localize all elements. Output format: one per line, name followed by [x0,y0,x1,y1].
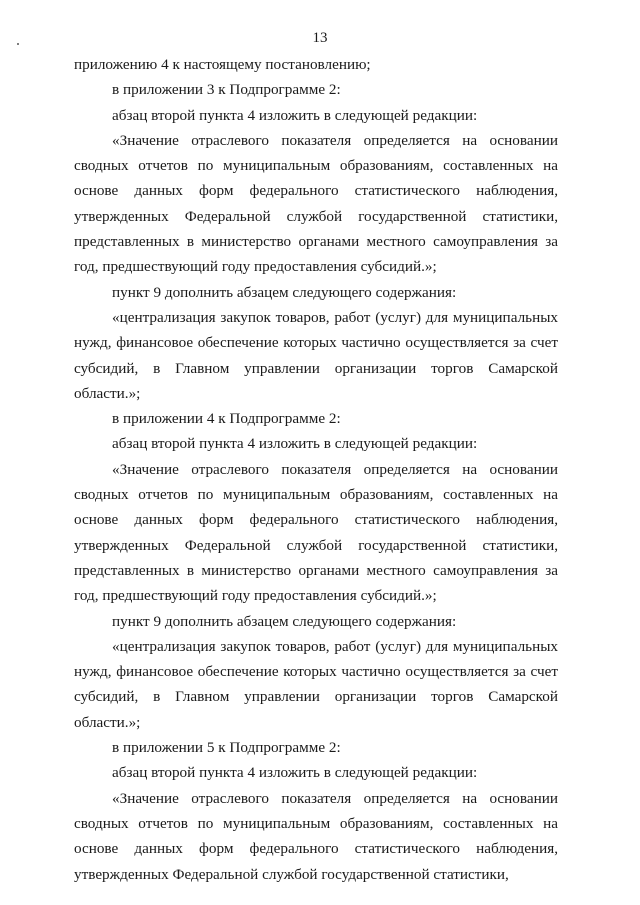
paragraph: абзац второй пункта 4 изложить в следующей редакции: [112,435,478,453]
paragraph: в приложении 4 к Подпрограмме 2: [112,410,341,428]
paragraph: в приложении 5 к Подпрограмме 2: [112,739,341,757]
paragraph: приложению 4 к настоящему постановлению; [74,56,371,73]
paragraph: абзац второй пункта 4 изложить в следующей редакции: [112,764,478,782]
quoted-paragraph: «Значение отраслевого показателя определяется на основании сводных отчетов по муниципальным образованиям, составленных на основе данных форм федерального статистического наблюдения, утвержденных Федеральной службой государственной статистики, [74,789,558,883]
quoted-paragraph: «Значение отраслевого показателя определяется на основании сводных отчетов по муниципальным образованиям, составленных на основе данных форм федерального статистического наблюдения, утвержденных Федеральной службой государственной статистики, представленных в министерство органами местного самоуправления за год, предшествующий году предоставления субсидий.»; [74,131,558,276]
document-body [74,52,558,887]
paragraph: пункт 9 дополнить абзацем следующего содержания: [112,612,457,630]
paragraph: пункт 9 дополнить абзацем следующего содержания: [112,283,457,301]
quoted-paragraph: «централизация закупок товаров, работ (услуг) для муниципальных нужд, финансовое обеспечение которых частично осуществляется за счет субсидий, в Главном управлении организации торгов Самарской области.»; [74,637,558,731]
paragraph: абзац второй пункта 4 изложить в следующей редакции: [112,106,478,124]
paragraph: в приложении 3 к Подпрограмме 2: [112,81,341,99]
page-number: 13 [312,30,328,46]
quoted-paragraph: «Значение отраслевого показателя определяется на основании сводных отчетов по муниципальным образованиям, составленных на основе данных форм федерального статистического наблюдения, утвержденных Федеральной службой государственной статистики, представленных в министерство органами местного самоуправления за год, предшествующий году предоставления субсидий.»; [74,460,558,605]
quoted-paragraph: «централизация закупок товаров, работ (услуг) для муниципальных нужд, финансовое обеспечение которых частично осуществляется за счет субсидий, в Главном управлении организации торгов Самарской области.»; [74,308,558,402]
